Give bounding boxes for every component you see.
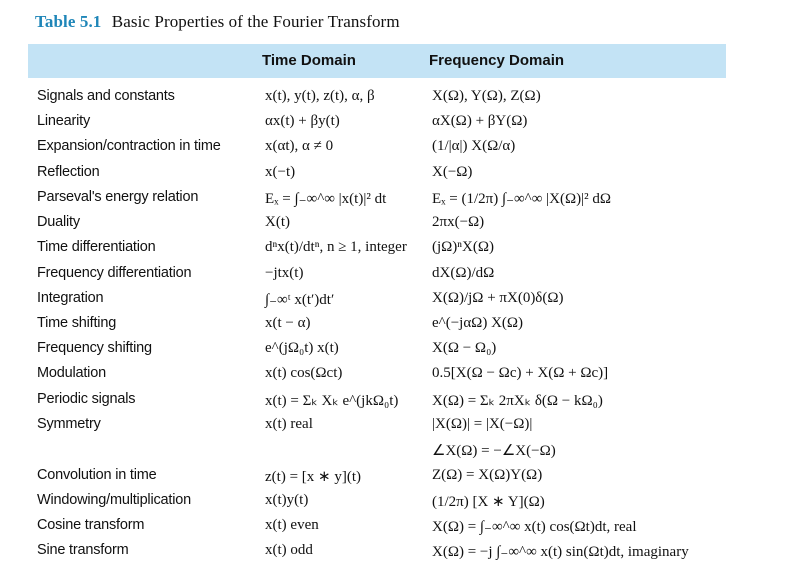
time-domain-expression: x(αt), α ≠ 0 [265,138,334,154]
time-domain-expression: x(t) even [265,517,319,533]
table-row [0,288,791,313]
column-header-frequency-domain: Frequency Domain [429,52,565,69]
table-row [0,540,791,565]
table-row [0,187,791,212]
table-row [0,263,791,288]
frequency-domain-expression: X(Ω) = ∫₋∞^∞ x(t) cos(Ωt)dt, real [432,519,637,535]
table-row [0,363,791,388]
property-name: Reflection [37,164,100,180]
frequency-domain-expression: X(−Ω) [432,164,473,180]
time-domain-expression: x(t), y(t), z(t), α, β [265,88,375,104]
frequency-domain-expression: X(Ω)/jΩ + πX(0)δ(Ω) [432,290,564,306]
frequency-domain-expression: Z(Ω) = X(Ω)Y(Ω) [432,467,543,483]
table-header [28,44,726,78]
table-row [0,439,791,464]
property-name: Integration [37,290,104,306]
time-domain-expression: X(t) [265,214,290,230]
property-name: Symmetry [37,416,101,432]
frequency-domain-expression: |X(Ω)| = |X(−Ω)| [432,416,533,432]
frequency-domain-expression: X(Ω) = −j ∫₋∞^∞ x(t) sin(Ωt)dt, imaginary [432,544,689,560]
time-domain-expression: x(t)y(t) [265,492,309,508]
property-name: Modulation [37,365,106,381]
property-name: Frequency differentiation [37,265,192,281]
table-row [0,313,791,338]
time-domain-expression: x(t − α) [265,315,311,331]
table-row [0,389,791,414]
frequency-domain-expression: (1/2π) [X ∗ Y](Ω) [432,494,545,510]
frequency-domain-expression: 0.5[X(Ω − Ωc) + X(Ω + Ωc)] [432,365,609,381]
table-row [0,136,791,161]
frequency-domain-expression: X(Ω − Ω₀) [432,340,497,356]
table-row [0,465,791,490]
property-name: Periodic signals [37,391,136,407]
frequency-domain-expression: X(Ω) = Σₖ 2πXₖ δ(Ω − kΩ₀) [432,393,603,409]
table-number: Table 5.1 [35,12,102,31]
column-header-time-domain: Time Domain [262,52,356,69]
time-domain-expression: ∫₋∞ᵗ x(t′)dt′ [265,292,335,308]
time-domain-expression: z(t) = [x ∗ y](t) [265,469,361,485]
property-name: Time shifting [37,315,117,331]
frequency-domain-expression: 2πx(−Ω) [432,214,485,230]
time-domain-expression: dⁿx(t)/dtⁿ, n ≥ 1, integer [265,239,407,255]
table-row [0,111,791,136]
table-row [0,338,791,363]
property-name: Frequency shifting [37,340,152,356]
property-name: Duality [37,214,80,230]
frequency-domain-expression: dX(Ω)/dΩ [432,265,495,281]
time-domain-expression: x(t) odd [265,542,313,558]
table-row [0,515,791,540]
frequency-domain-expression: Eₓ = (1/2π) ∫₋∞^∞ |X(Ω)|² dΩ [432,191,612,207]
property-name: Sine transform [37,542,129,558]
time-domain-expression: e^(jΩ₀t) x(t) [265,340,339,356]
property-name: Linearity [37,113,91,129]
time-domain-expression: x(−t) [265,164,296,180]
property-name: Cosine transform [37,517,145,533]
property-name: Expansion/contraction in time [37,138,221,154]
frequency-domain-expression: X(Ω), Y(Ω), Z(Ω) [432,88,541,104]
frequency-domain-expression: αX(Ω) + βY(Ω) [432,113,528,129]
table-title: Basic Properties of the Fourier Transform [111,12,400,31]
time-domain-expression: −jtx(t) [265,265,304,281]
frequency-domain-expression: (jΩ)ⁿX(Ω) [432,239,494,255]
time-domain-expression: αx(t) + βy(t) [265,113,340,129]
property-name: Windowing/multiplication [37,492,191,508]
property-name: Time differentiation [37,239,156,255]
frequency-domain-expression: ∠X(Ω) = −∠X(−Ω) [432,443,556,459]
time-domain-expression: x(t) = Σₖ Xₖ e^(jkΩ₀t) [265,393,399,409]
table-caption [35,12,400,32]
frequency-domain-expression: e^(−jαΩ) X(Ω) [432,315,524,331]
property-name: Signals and constants [37,88,175,104]
property-name: Parseval's energy relation [37,189,199,205]
table-row [0,212,791,237]
time-domain-expression: x(t) real [265,416,313,432]
time-domain-expression: x(t) cos(Ωct) [265,365,343,381]
table-row [0,162,791,187]
table-row [0,237,791,262]
time-domain-expression: Eₓ = ∫₋∞^∞ |x(t)|² dt [265,191,387,207]
frequency-domain-expression: (1/|α|) X(Ω/α) [432,138,516,154]
table-row [0,414,791,439]
table-row [0,490,791,515]
property-name: Convolution in time [37,467,157,483]
table-row [0,86,791,111]
